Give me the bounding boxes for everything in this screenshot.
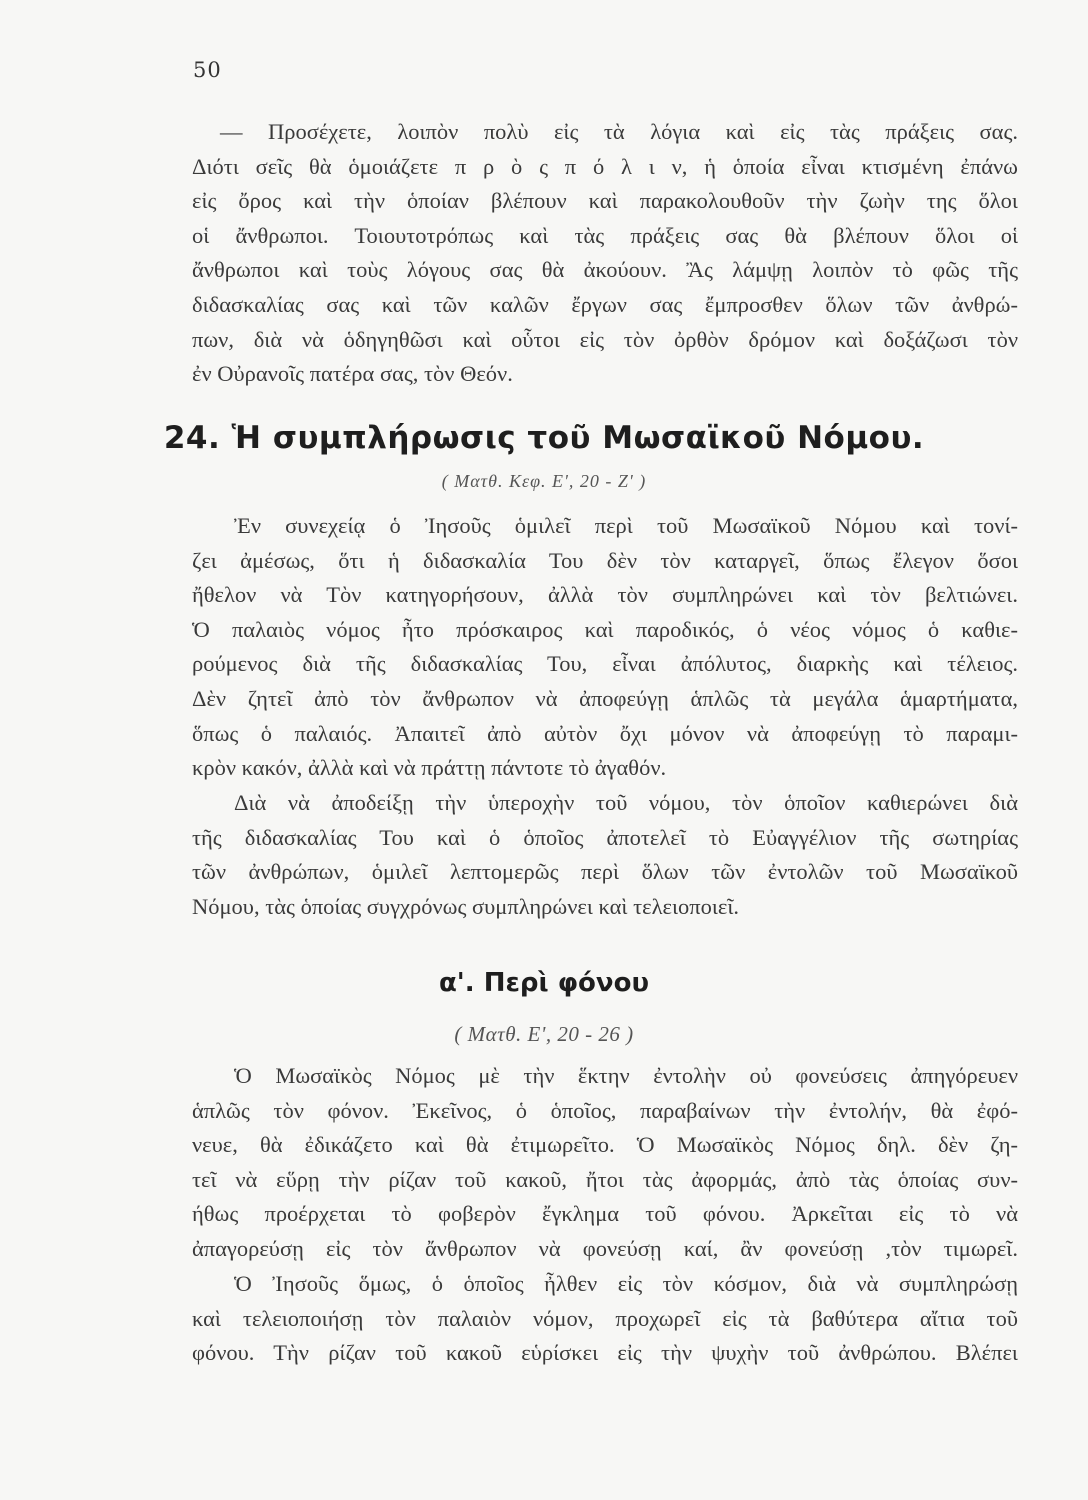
- text-line: διδασκαλίας σας καὶ τῶν καλῶν ἔργων σας ἔμπροσθεν ὅλων τῶν ἀνθρώ-: [192, 291, 1018, 317]
- page-number: 50: [193, 58, 222, 82]
- text-line: Διὰ νὰ ἀποδείξῃ τὴν ὑπεροχὴν τοῦ νόμου, τὸν ὁποῖον καθιερώνει διὰ: [234, 790, 1018, 815]
- text-line: — Προσέχετε, λοιπὸν πολὺ εἰς τὰ λόγια καὶ εἰς τὰς πράξεις σας.: [220, 119, 1018, 144]
- section24-paragraph-1: [192, 509, 1018, 786]
- text-line: ἁπλῶς τὸν φόνον. Ἐκεῖνος, ὁ ὁποῖος, παραβαίνων τὴν ἐντολήν, θὰ ἐφό-: [192, 1097, 1018, 1123]
- text-line: οἱ ἄνθρωποι. Τοιουτοτρόπως καὶ τὰς πράξεις σας θὰ βλέπουν ὅλοι οἱ: [192, 222, 1018, 248]
- text-line: ὅπως ὁ παλαιός. Ἀπαιτεῖ ἀπὸ αὐτὸν ὄχι μόνον νὰ ἀποφεύγῃ τὸ παραμι-: [192, 720, 1018, 746]
- text-line: ζει ἀμέσως, ὅτι ἡ διδασκαλία Του δὲν τὸν καταργεῖ, ὅπως ἔλεγον ὅσοι: [192, 547, 1018, 573]
- text-line: εἰς ὄρος καὶ τὴν ὁποίαν βλέπουν καὶ παρακολουθοῦν τὴν ζωὴν της ὅλοι: [192, 188, 1018, 214]
- text-line: τεῖ νὰ εὕρῃ τὴν ρίζαν τοῦ κακοῦ, ἤτοι τὰς ἀφορμάς, ἀπὸ τὰς ὁποίας συν-: [192, 1166, 1018, 1192]
- intro-paragraph: [192, 115, 1018, 392]
- text-line: ἤθελον νὰ Τὸν κατηγορήσουν, ἀλλὰ τὸν συμπληρώνει καὶ τὸν βελτιώνει.: [192, 582, 1018, 608]
- text-line: τῶν ἀνθρώπων, ὁμιλεῖ λεπτομερῶς περὶ ὅλων τῶν ἐντολῶν τοῦ Μωσαϊκοῦ: [192, 859, 1018, 885]
- text-line: Ἐν συνεχείᾳ ὁ Ἰησοῦς ὁμιλεῖ περὶ τοῦ Μωσαϊκοῦ Νόμου καὶ τονί-: [234, 513, 1018, 538]
- text-line: ρούμενος διὰ τῆς διδασκαλίας Του, εἶναι ἀπόλυτος, διαρκὴς καὶ τέλειος.: [192, 651, 1018, 677]
- text-line: ἀπαγορεύσῃ εἰς τὸν ἄνθρωπον νὰ φονεύσῃ καί, ἂν φονεύσῃ ,τὸν τιμωρεῖ.: [192, 1235, 1018, 1261]
- subsection-paragraph-1: [192, 1059, 1018, 1267]
- text-line: κρὸν κακόν, ἀλλὰ καὶ νὰ πράττῃ πάντοτε τὸ ἀγαθόν.: [192, 755, 667, 781]
- text-line: καὶ τελειοποιήσῃ τὸν παλαιὸν νόμον, προχωρεῖ εἰς τὰ βαθύτερα αἴτια τοῦ: [192, 1305, 1018, 1331]
- text-line: νευε, θὰ ἐδικάζετο καὶ θὰ ἐτιμωρεῖτο. Ὁ Μωσαϊκὸς Νόμος δηλ. δὲν ζη-: [192, 1132, 1018, 1158]
- text-line: πων, διὰ νὰ ὁδηγηθῶσι καὶ οὗτοι εἰς τὸν ὀρθὸν δρόμον καὶ δοξάζωσι τὸν: [192, 326, 1018, 352]
- text-line: Νόμου, τὰς ὁποίας συγχρόνως συμπληρώνει καὶ τελειοποιεῖ.: [192, 893, 740, 919]
- text-line: Ὁ Μωσαϊκὸς Νόμος μὲ τὴν ἕκτην ἐντολὴν οὐ φονεύσεις ἀπηγόρευεν: [234, 1063, 1018, 1088]
- text-line: Ὁ παλαιὸς νόμος ἦτο πρόσκαιρος καὶ παροδικός, ὁ νέος νόμος ὁ καθιε-: [192, 616, 1018, 642]
- text-line: φόνου. Τὴν ρίζαν τοῦ κακοῦ εὑρίσκει εἰς τὴν ψυχὴν τοῦ ἀνθρώπου. Βλέπει: [192, 1340, 1018, 1366]
- subsection-heading: α'. Περὶ φόνου: [438, 968, 650, 998]
- text-line: τῆς διδασκαλίας Του καὶ ὁ ὁποῖος ἀποτελεῖ τὸ Εὐαγγέλιον τῆς σωτηρίας: [192, 824, 1018, 850]
- section-heading: 24. Ἡ συμπλήρωσις τοῦ Μωσαϊκοῦ Νόμου.: [163, 420, 925, 456]
- scripture-reference: ( Ματθ. Ε', 20 - 26 ): [454, 1022, 634, 1046]
- text-line: ἄνθρωποι καὶ τοὺς λόγους σας θὰ ἀκούουν. Ἂς λάμψῃ λοιπὸν τὸ φῶς τῆς: [192, 257, 1018, 283]
- text-line: Ὁ Ἰησοῦς ὅμως, ὁ ὁποῖος ἦλθεν εἰς τὸν κόσμον, διὰ νὰ συμπληρώσῃ: [234, 1271, 1018, 1296]
- text-line: Δὲν ζητεῖ ἀπὸ τὸν ἄνθρωπον νὰ ἀποφεύγῃ ἁπλῶς τὰ μεγάλα ἁμαρτήματα,: [192, 685, 1018, 711]
- text-line: Διότι σεῖς θὰ ὁμοιάζετε π ρ ὸ ς π ό λ ι ν, ἡ ὁποία εἶναι κτισμένη ἐπάνω: [192, 153, 1018, 179]
- scripture-reference: ( Ματθ. Κεφ. Ε', 20 - Ζ' ): [441, 471, 647, 491]
- subsection-paragraph-2: [192, 1267, 1018, 1371]
- text-line: ήθως προέρχεται τὸ φοβερὸν ἔγκλημα τοῦ φόνου. Ἀρκεῖται εἰς τὸ νὰ: [192, 1201, 1018, 1227]
- text-line: ἐν Οὐρανοῖς πατέρα σας, τὸν Θεόν.: [192, 361, 513, 387]
- section24-paragraph-2: [192, 786, 1018, 924]
